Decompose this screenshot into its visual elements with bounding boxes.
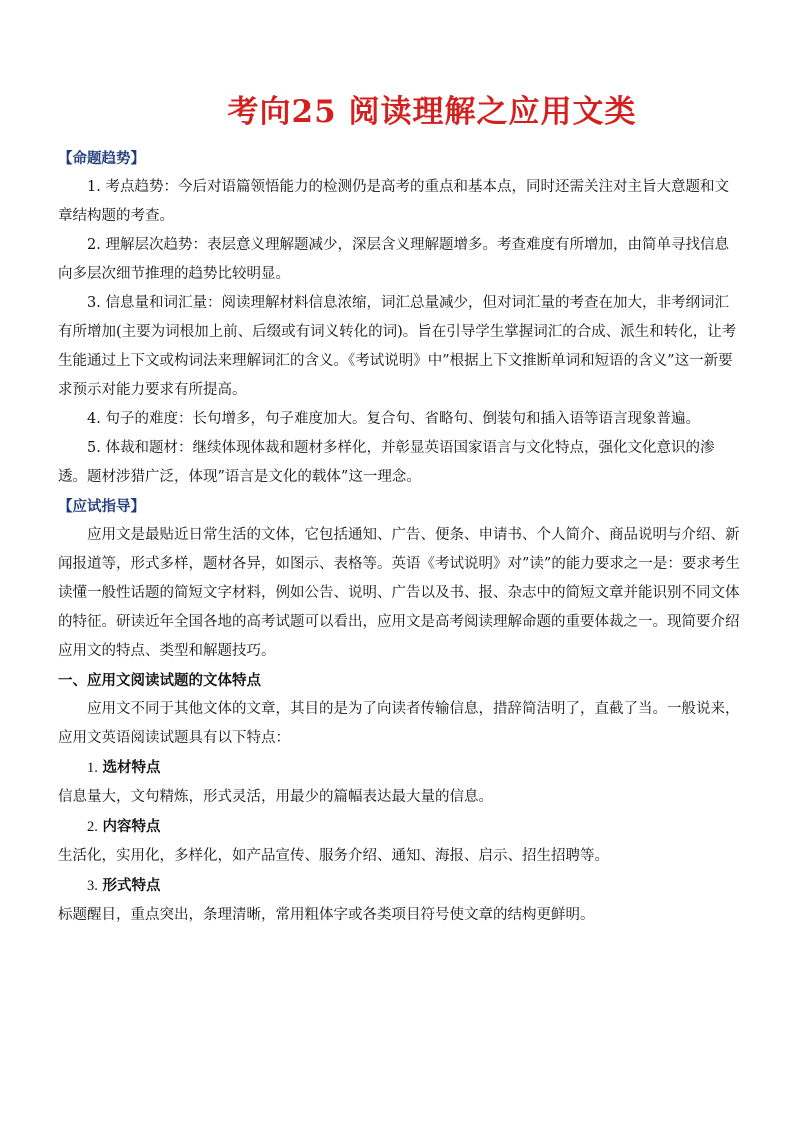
page-title: 考向25 阅读理解之应用文类: [227, 94, 637, 130]
feature-1-number: 1.: [87, 760, 98, 776]
feature-3-number: 3.: [87, 878, 98, 894]
section1-heading: 一、应用文阅读试题的文体特点: [58, 672, 261, 689]
feature-3-heading: [58, 871, 742, 901]
feature-3-label: 形式特点: [102, 877, 161, 894]
feature-2-number: 2.: [87, 819, 98, 835]
section1-intro: 应用文不同于其他文体的文章，其目的是为了向读者传输信息，措辞简洁明了，直截了当。一般说来，应用文英语阅读试题具有以下特点：: [58, 701, 740, 746]
trend-section-tag: 【命题趋势】: [58, 150, 145, 167]
trend-item-4: 4. 句子的难度：长句增多，句子难度加大。复合句、省略句、倒装句和插入语等语言现象普遍。: [87, 411, 700, 427]
feature-3-text: 标题醒目，重点突出，条理清晰，常用粗体字或各类项目符号使文章的结构更鲜明。: [58, 907, 595, 923]
trend-item-3: 3. 信息量和词汇量：阅读理解材料信息浓缩，词汇总量减少，但对词汇量的考查在加大，非考纲词汇有所增加(主要为词根加上前、后缀或有词义转化的词)。旨在引导学生掌握词汇的合成、派生和转化，让考生能通过上下文或构词法来理解词汇的含义。《考试说明》中”根据上下文推断单词和短语的含义”这一新要求预示对能力要求有所提高。: [58, 295, 737, 398]
content-body: [58, 144, 742, 930]
feature-1-text: 信息量大，文句精炼，形式灵活，用最少的篇幅表达最大量的信息。: [58, 789, 493, 805]
trend-item-1: 1. 考点趋势：今后对语篇领悟能力的检测仍是高考的重点和基本点，同时还需关注对主旨大意题和文章结构题的考查。: [58, 179, 729, 224]
guide-intro: 应用文是最贴近日常生活的文体，它包括通知、广告、便条、申请书、个人简介、商品说明与介绍、新闻报道等，形式多样，题材各异，如图示、表格等。英语《考试说明》对”读”的能力要求之一是：要求考生读懂一般性话题的简短文字材料，例如公告、说明、广告以及书、报、杂志中的简短文章并能识别不同文体的特征。研读近年全国各地的高考试题可以看出，应用文是高考阅读理解命题的重要体裁之一。现简要介绍应用文的特点、类型和解题技巧。: [58, 527, 740, 659]
feature-1-heading: [58, 753, 742, 783]
trend-item-2: 2. 理解层次趋势：表层意义理解题减少，深层含义理解题增多。考查难度有所增加，由简单寻找信息向多层次细节推理的趋势比较明显。: [58, 237, 729, 282]
trend-item-5: 5. 体裁和题材：继续体现体裁和题材多样化，并彰显英语国家语言与文化特点，强化文化意识的渗透。题材涉猎广泛，体现”语言是文化的载体”这一理念。: [58, 440, 715, 485]
feature-1-label: 选材特点: [102, 759, 161, 776]
feature-2-text: 生活化，实用化，多样化，如产品宣传、服务介绍、通知、海报、启示、招生招聘等。: [58, 848, 609, 864]
feature-2-label: 内容特点: [102, 818, 161, 835]
feature-2-heading: [58, 812, 742, 842]
guide-section-tag: 【应试指导】: [58, 498, 145, 515]
